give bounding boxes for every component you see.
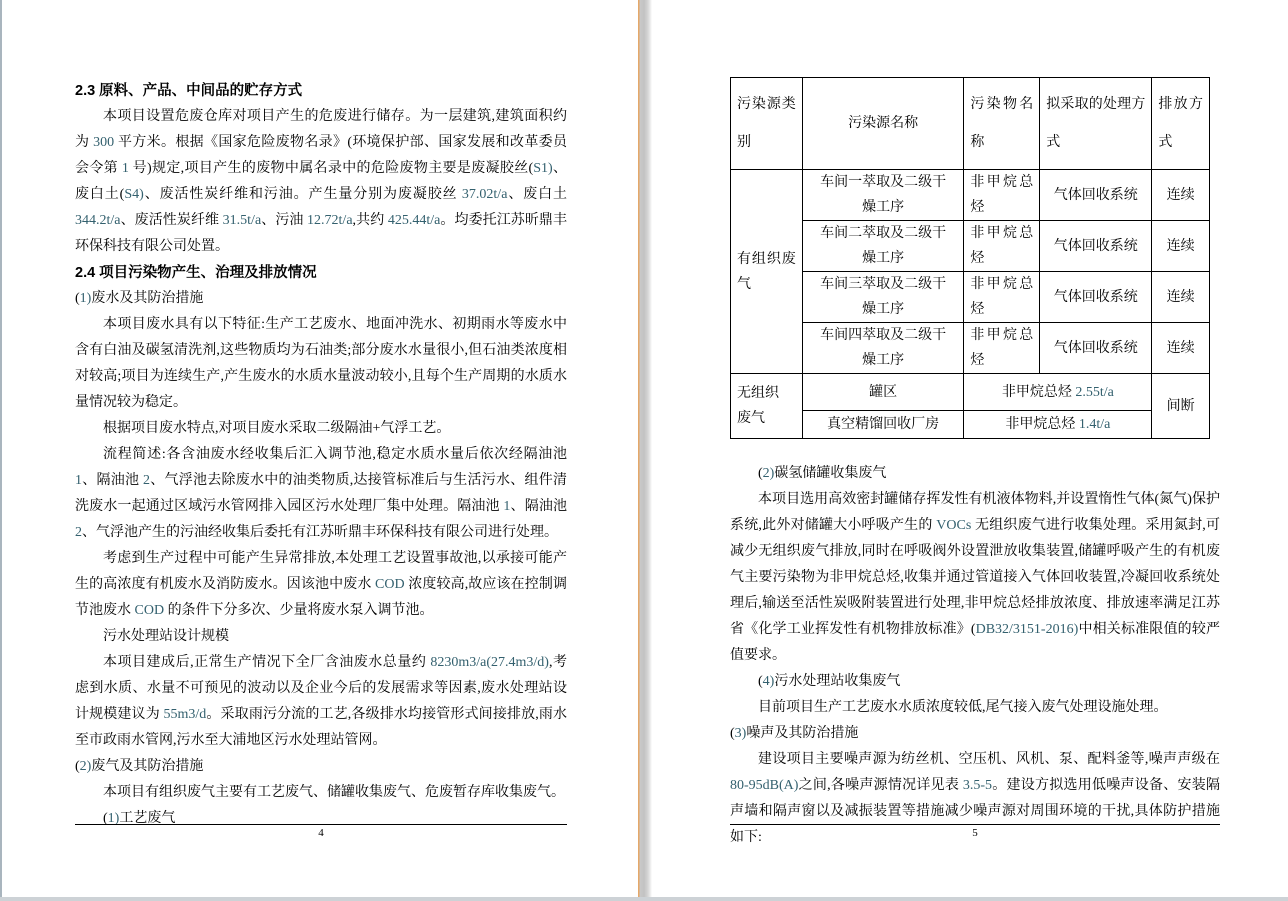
treatment-cell: 气体回收系统 <box>1040 170 1152 221</box>
paragraph: 本项目建成后,正常生产情况下全厂含油废水总量约 8230m3/a(27.4m3/d),考虑到水质、水量不可预见的波动以及企业今后的发展需求等因素,废水处理站设计规模建议为 55m3/d。采取雨污分流的工艺,各级排水均接管形式间接排放,雨水至市政雨水管网,污水至大浦地区污水处理站管网。 <box>75 655 568 748</box>
pollution-source-table <box>730 77 1210 439</box>
source-cell: 罐区 <box>802 374 964 411</box>
table-header <box>731 78 1210 170</box>
page-4-text-content <box>75 78 567 832</box>
latin-run: 1 <box>75 473 82 488</box>
column-header: 污染源类别 <box>731 78 803 170</box>
category-line: 废气 <box>737 411 765 426</box>
pollutant-cell: 非甲烷总烃 <box>964 272 1040 323</box>
column-header: 污染源名称 <box>802 78 964 170</box>
pollutant-amount-cell: 非甲烷总烃 1.4t/a <box>964 411 1152 439</box>
window-bottom-edge <box>0 897 1288 901</box>
latin-run: S1) <box>533 161 553 176</box>
latin-run: 1 <box>503 499 511 514</box>
table-row <box>731 411 1210 439</box>
latin-run: 2) <box>79 759 92 774</box>
latin-run: 3) <box>734 726 747 741</box>
paragraph: 本项目设置危废仓库对项目产生的危废进行储存。为一层建筑,建筑面积约为 300 平方米。根据《国家危险废物名录》(环境保护部、国家发展和改革委员会令第 1 号)规定,项目产生的废物中属名录中的危险废物主要是废凝胶丝(S1)、废白土(S4)、废活性炭纤维和污油。产生量分别为废凝胶丝 37.02t/a、废白土 344.2t/a、废活性炭纤维 31.5t/a、污油 12.72t/a,共约 425.44t/a。均委托江苏昕鼎丰环保科技有限公司处置。 <box>75 109 568 254</box>
page-4-footer <box>75 824 567 841</box>
source-cell: 真空精馏回收厂房 <box>802 411 964 439</box>
paragraph: 本项目废水具有以下特征:生产工艺废水、地面冲洗水、初期雨水等废水中含有白油及碳氢清洗剂,这些物质均为石油类;部分废水水量很小,但石油类浓度相对较高;项目为连续生产,产生废水的水质水量波动较小,且每个生产周期的水质水量情况较为稳定。 <box>75 317 567 410</box>
paragraph: 本项目有组织废气主要有工艺废气、储罐收集废气、危废暂存库收集废气。 <box>103 785 565 800</box>
paragraph: 本项目选用高效密封罐储存挥发性有机液体物料,并设置惰性气体(氮气)保护系统,此外对储罐大小呼吸产生的 VOCs 无组织废气进行收集处理。采用氮封,可减少无组织废气排放,同时在呼吸阀外设置泄放收集装置,储罐呼吸产生的有机废气主要污染物为非甲烷总烃,收集并通过管道接入气体回收装置,冷凝回收系统处理后,输送至活性炭吸附装置进行处理,非甲烷总烃排放浓度、排放速率满足江苏省《化学工业挥发性有机物排放标准》(DB32/3151-2016)中相关标准限值的较严值要求。 <box>730 492 1221 663</box>
page-5 <box>652 0 1288 897</box>
latin-run: 2.55t/a <box>1075 384 1114 400</box>
emission-mode-cell: 连续 <box>1152 170 1210 221</box>
latin-run: COD <box>375 577 405 592</box>
latin-run: 1 <box>121 161 129 176</box>
paragraph: 目前项目生产工艺废水水质浓度较低,尾气接入废气处理设施处理。 <box>758 700 1168 715</box>
category-cell <box>731 374 803 439</box>
paragraph: 建设项目主要噪声源为纺丝机、空压机、风机、泵、配料釜等,噪声声级在80-95dB(A)之间,各噪声源情况详见表 3.5-5。建设方拟选用低噪声设备、安装隔声墙和隔声窗以及减振装置等措施减少噪声源对周围环境的干扰,具体防护措施如下: <box>730 752 1221 845</box>
column-header: 排放方式 <box>1152 78 1210 170</box>
pollutant-cell: 非甲烷总烃 <box>964 323 1040 374</box>
column-header: 污染物名称 <box>964 78 1040 170</box>
section-heading: 2.4 项目污染物产生、治理及排放情况 <box>75 265 317 281</box>
table-row <box>731 374 1210 411</box>
paragraph: (4)污水处理站收集废气 <box>758 674 901 689</box>
source-cell: 车间三萃取及二级干燥工序 <box>802 272 964 323</box>
table-row <box>731 170 1210 221</box>
latin-run: 425.44t/a <box>387 213 441 228</box>
latin-run: 1.4t/a <box>1078 417 1111 432</box>
table-row <box>731 323 1210 374</box>
paragraph: (1)工艺废气 <box>103 811 176 826</box>
latin-run: VOCs <box>936 518 972 533</box>
column-header: 拟采取的处理方式 <box>1040 78 1152 170</box>
pollutant-cell: 非甲烷总烃 <box>964 170 1040 221</box>
treatment-cell: 气体回收系统 <box>1040 221 1152 272</box>
pollutant-amount-cell: 非甲烷总烃 2.55t/a <box>964 374 1152 411</box>
page-4 <box>2 0 638 897</box>
pollutant-cell: 非甲烷总烃 <box>964 221 1040 272</box>
latin-run: COD <box>134 603 165 618</box>
latin-run: 2 <box>75 525 82 540</box>
page-number: 4 <box>318 827 324 839</box>
latin-run: 1) <box>79 291 92 306</box>
category-line: 有组织废 <box>737 251 796 267</box>
source-cell: 车间四萃取及二级干燥工序 <box>802 323 964 374</box>
source-cell: 车间一萃取及二级干燥工序 <box>802 170 964 221</box>
page-5-text-content <box>730 77 1220 851</box>
emission-mode-cell: 连续 <box>1152 272 1210 323</box>
section-heading: 2.3 原料、产品、中间品的贮存方式 <box>75 83 303 99</box>
latin-run: 37.02t/a <box>461 187 508 202</box>
latin-run: 8230m3/a(27.4m3/d) <box>430 655 549 670</box>
paragraph: (3)噪声及其防治措施 <box>730 726 859 741</box>
latin-run: 1) <box>107 811 120 826</box>
latin-run: 344.2t/a <box>75 213 121 228</box>
latin-run: 31.5t/a <box>222 213 262 228</box>
emission-mode-cell: 间断 <box>1152 374 1210 439</box>
paragraph: 考虑到生产过程中可能产生异常排放,本处理工艺设置事故池,以承接可能产生的高浓度有机废水及消防废水。因该池中废水 COD 浓度较高,故应该在控制调节池废水 COD 的条件下分多次、少量将废水泵入调节池。 <box>75 551 567 618</box>
table-row <box>731 272 1210 323</box>
latin-run: 12.72t/a <box>307 213 353 228</box>
table-row <box>731 221 1210 272</box>
paragraph: (1)废水及其防治措施 <box>75 291 204 306</box>
page-number: 5 <box>972 827 978 839</box>
latin-run: 2) <box>762 466 775 481</box>
emission-mode-cell: 连续 <box>1152 323 1210 374</box>
table-body <box>731 170 1210 439</box>
table-header-row <box>731 78 1210 170</box>
category-line: 无组织 <box>737 386 779 401</box>
treatment-cell: 气体回收系统 <box>1040 272 1152 323</box>
emission-mode-cell: 连续 <box>1152 221 1210 272</box>
paragraph: 流程简述:各含油废水经收集后汇入调节池,稳定水质水量后依次经隔油池 1、隔油池 2、气浮池去除废水中的油类物质,达接管标准后与生活污水、组件清洗废水一起通过区域污水管网排入园区污水处理厂集中处理。隔油池 1、隔油池 2、气浮池产生的污油经收集后委托有江苏昕鼎丰环保科技有限公司进行处理。 <box>75 447 568 540</box>
latin-run: 80-95dB(A) <box>730 778 799 793</box>
latin-run: DB32/3151-2016) <box>975 622 1079 637</box>
paragraph: 根据项目废水特点,对项目废水采取二级隔油+气浮工艺。 <box>103 421 451 436</box>
latin-run: 3.5-5 <box>962 778 993 793</box>
category-cell <box>731 170 803 374</box>
latin-run: 55m3/d <box>163 707 207 722</box>
latin-run: 4) <box>762 674 775 689</box>
page-gap-divider <box>638 0 652 897</box>
latin-run: 2 <box>143 473 150 488</box>
treatment-cell: 气体回收系统 <box>1040 323 1152 374</box>
latin-run: 300 <box>93 135 115 150</box>
source-cell: 车间二萃取及二级干燥工序 <box>802 221 964 272</box>
paragraph: 污水处理站设计规模 <box>103 629 229 644</box>
latin-run: S4) <box>124 187 144 202</box>
category-line: 气 <box>737 276 751 292</box>
paragraph: (2)废气及其防治措施 <box>75 759 204 774</box>
paragraph: (2)碳氢储罐收集废气 <box>758 466 887 481</box>
page-5-footer <box>730 824 1220 841</box>
